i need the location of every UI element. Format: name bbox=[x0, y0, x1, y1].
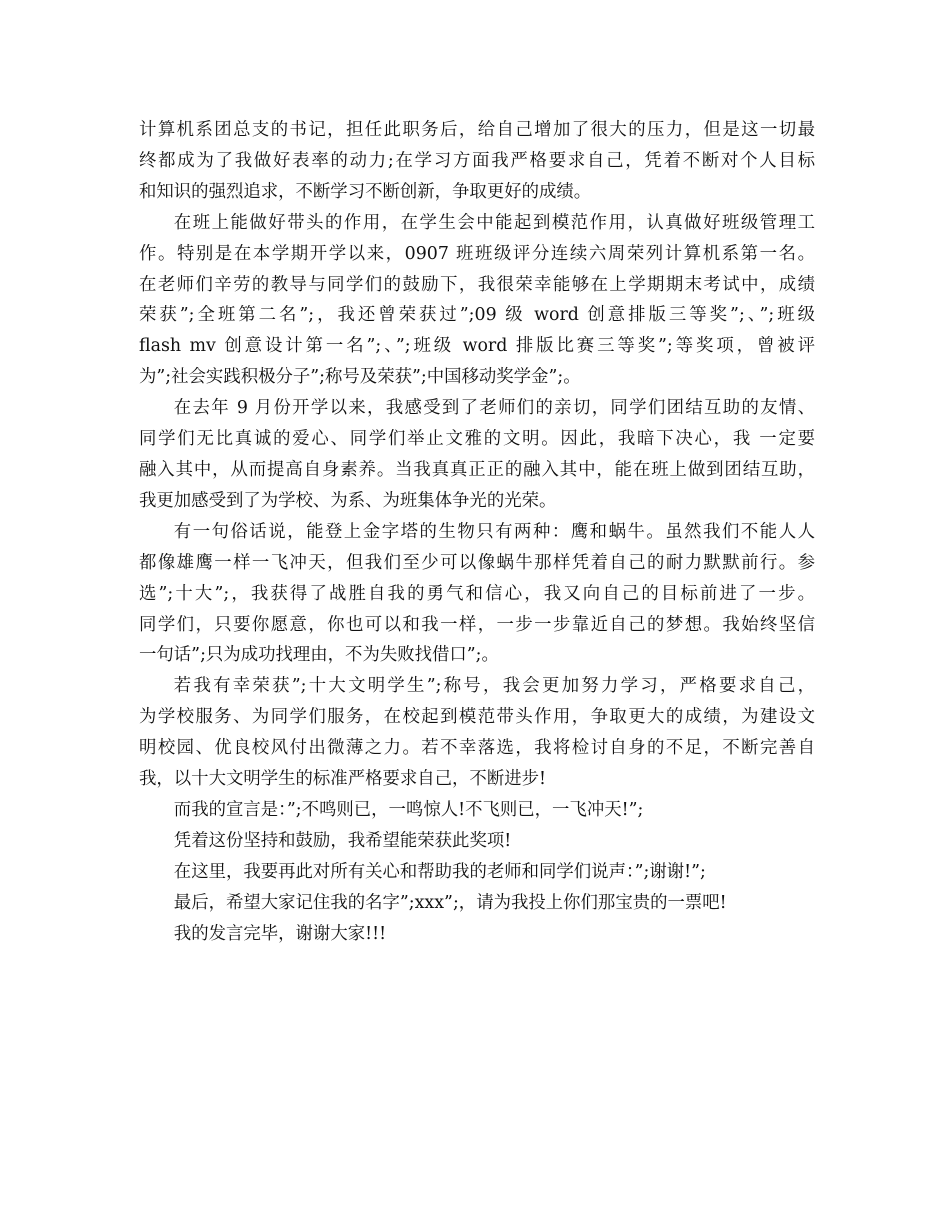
text-line: 在去年 9 月份开学以来，我感受到了老师们的亲切，同学们团结互助的友情、 bbox=[173, 398, 815, 419]
text-line: 有一句俗话说，能登上金字塔的生物只有两种：鹰和蜗牛。虽然我们不能人人 bbox=[173, 521, 815, 542]
text-line: 选”;十大”;，我获得了战胜自我的勇气和信心，我又向自己的目标前进了一步。 bbox=[139, 583, 815, 604]
paragraph-3 bbox=[139, 393, 815, 517]
text-line: 作。特别是在本学期开学以来，0907 班班级评分连续六周荣列计算机系第一名。 bbox=[139, 243, 815, 264]
paragraph-9 bbox=[139, 888, 815, 919]
text-line: 而我的宣言是：”;不鸣则已，一鸣惊人!不飞则已，一飞冲天!”; bbox=[173, 799, 644, 820]
text-line: 为”;社会实践积极分子”;称号及荣获”;中国移动奖学金”;。 bbox=[139, 367, 581, 388]
text-line: 一句话”;只为成功找理由，不为失败找借口”;。 bbox=[139, 645, 499, 666]
text-line: 都像雄鹰一样一飞冲天，但我们至少可以像蜗牛那样凭着自己的耐力默默前行。参 bbox=[139, 552, 815, 573]
text-line: 在班上能做好带头的作用，在学生会中能起到模范作用，认真做好班级管理工 bbox=[173, 212, 815, 233]
text-line: 我更加感受到了为学校、为系、为班集体争光的光荣。 bbox=[139, 490, 557, 511]
text-line: 同学们无比真诚的爱心、同学们举止文雅的文明。因此，我暗下决心，我 一定要 bbox=[139, 429, 815, 450]
text-line: 计算机系团总支的书记，担任此职务后，给自己增加了很大的压力，但是这一切最 bbox=[139, 120, 815, 140]
paragraph-6 bbox=[139, 795, 815, 826]
text-line: 最后，希望大家记住我的名字”;xxx”;，请为我投上你们那宝贵的一票吧! bbox=[173, 892, 727, 913]
text-line: 荣获”;全班第二名”;，我还曾荣获过”;09 级 word 创意排版三等奖”;、”;班级 bbox=[139, 305, 815, 326]
text-line: 在这里，我要再此对所有关心和帮助我的老师和同学们说声：”;谢谢!”; bbox=[173, 861, 706, 882]
paragraph-10 bbox=[139, 919, 815, 950]
text-line: 我，以十大文明学生的标准严格要求自己，不断进步! bbox=[139, 769, 546, 790]
paragraph-2 bbox=[139, 208, 815, 393]
paragraph-8 bbox=[139, 857, 815, 888]
text-line: 若我有幸荣获”;十大文明学生”;称号，我会更加努力学习，严格要求自己， bbox=[173, 676, 815, 697]
paragraph-1 bbox=[139, 115, 815, 208]
text-line: 在老师们辛劳的教导与同学们的鼓励下，我很荣幸能够在上学期期末考试中，成绩 bbox=[139, 274, 815, 295]
paragraph-7 bbox=[139, 826, 815, 857]
paragraph-5 bbox=[139, 671, 815, 795]
text-line: flash mv 创意设计第一名”;、”;班级 word 排版比赛三等奖”;等奖项，曾被评 bbox=[139, 336, 815, 357]
text-line: 为学校服务、为同学们服务，在校起到模范带头作用，争取更大的成绩，为建设文 bbox=[139, 707, 815, 728]
text-line: 终都成为了我做好表率的动力;在学习方面我严格要求自己，凭着不断对个人目标 bbox=[139, 150, 815, 171]
document-body bbox=[139, 115, 815, 949]
text-line: 同学们，只要你愿意，你也可以和我一样，一步一步靠近自己的梦想。我始终坚信 bbox=[139, 614, 815, 635]
text-line: 凭着这份坚持和鼓励，我希望能荣获此奖项! bbox=[173, 830, 512, 851]
text-line: 和知识的强烈追求，不断学习不断创新，争取更好的成绩。 bbox=[139, 181, 592, 202]
text-line: 融入其中，从而提高自身素养。当我真真正正的融入其中，能在班上做到团结互助， bbox=[139, 459, 815, 480]
text-line: 我的发言完毕，谢谢大家!!! bbox=[173, 923, 387, 944]
text-line: 明校园、优良校风付出微薄之力。若不幸落选，我将检讨自身的不足，不断完善自 bbox=[139, 738, 815, 759]
paragraph-4 bbox=[139, 517, 815, 672]
